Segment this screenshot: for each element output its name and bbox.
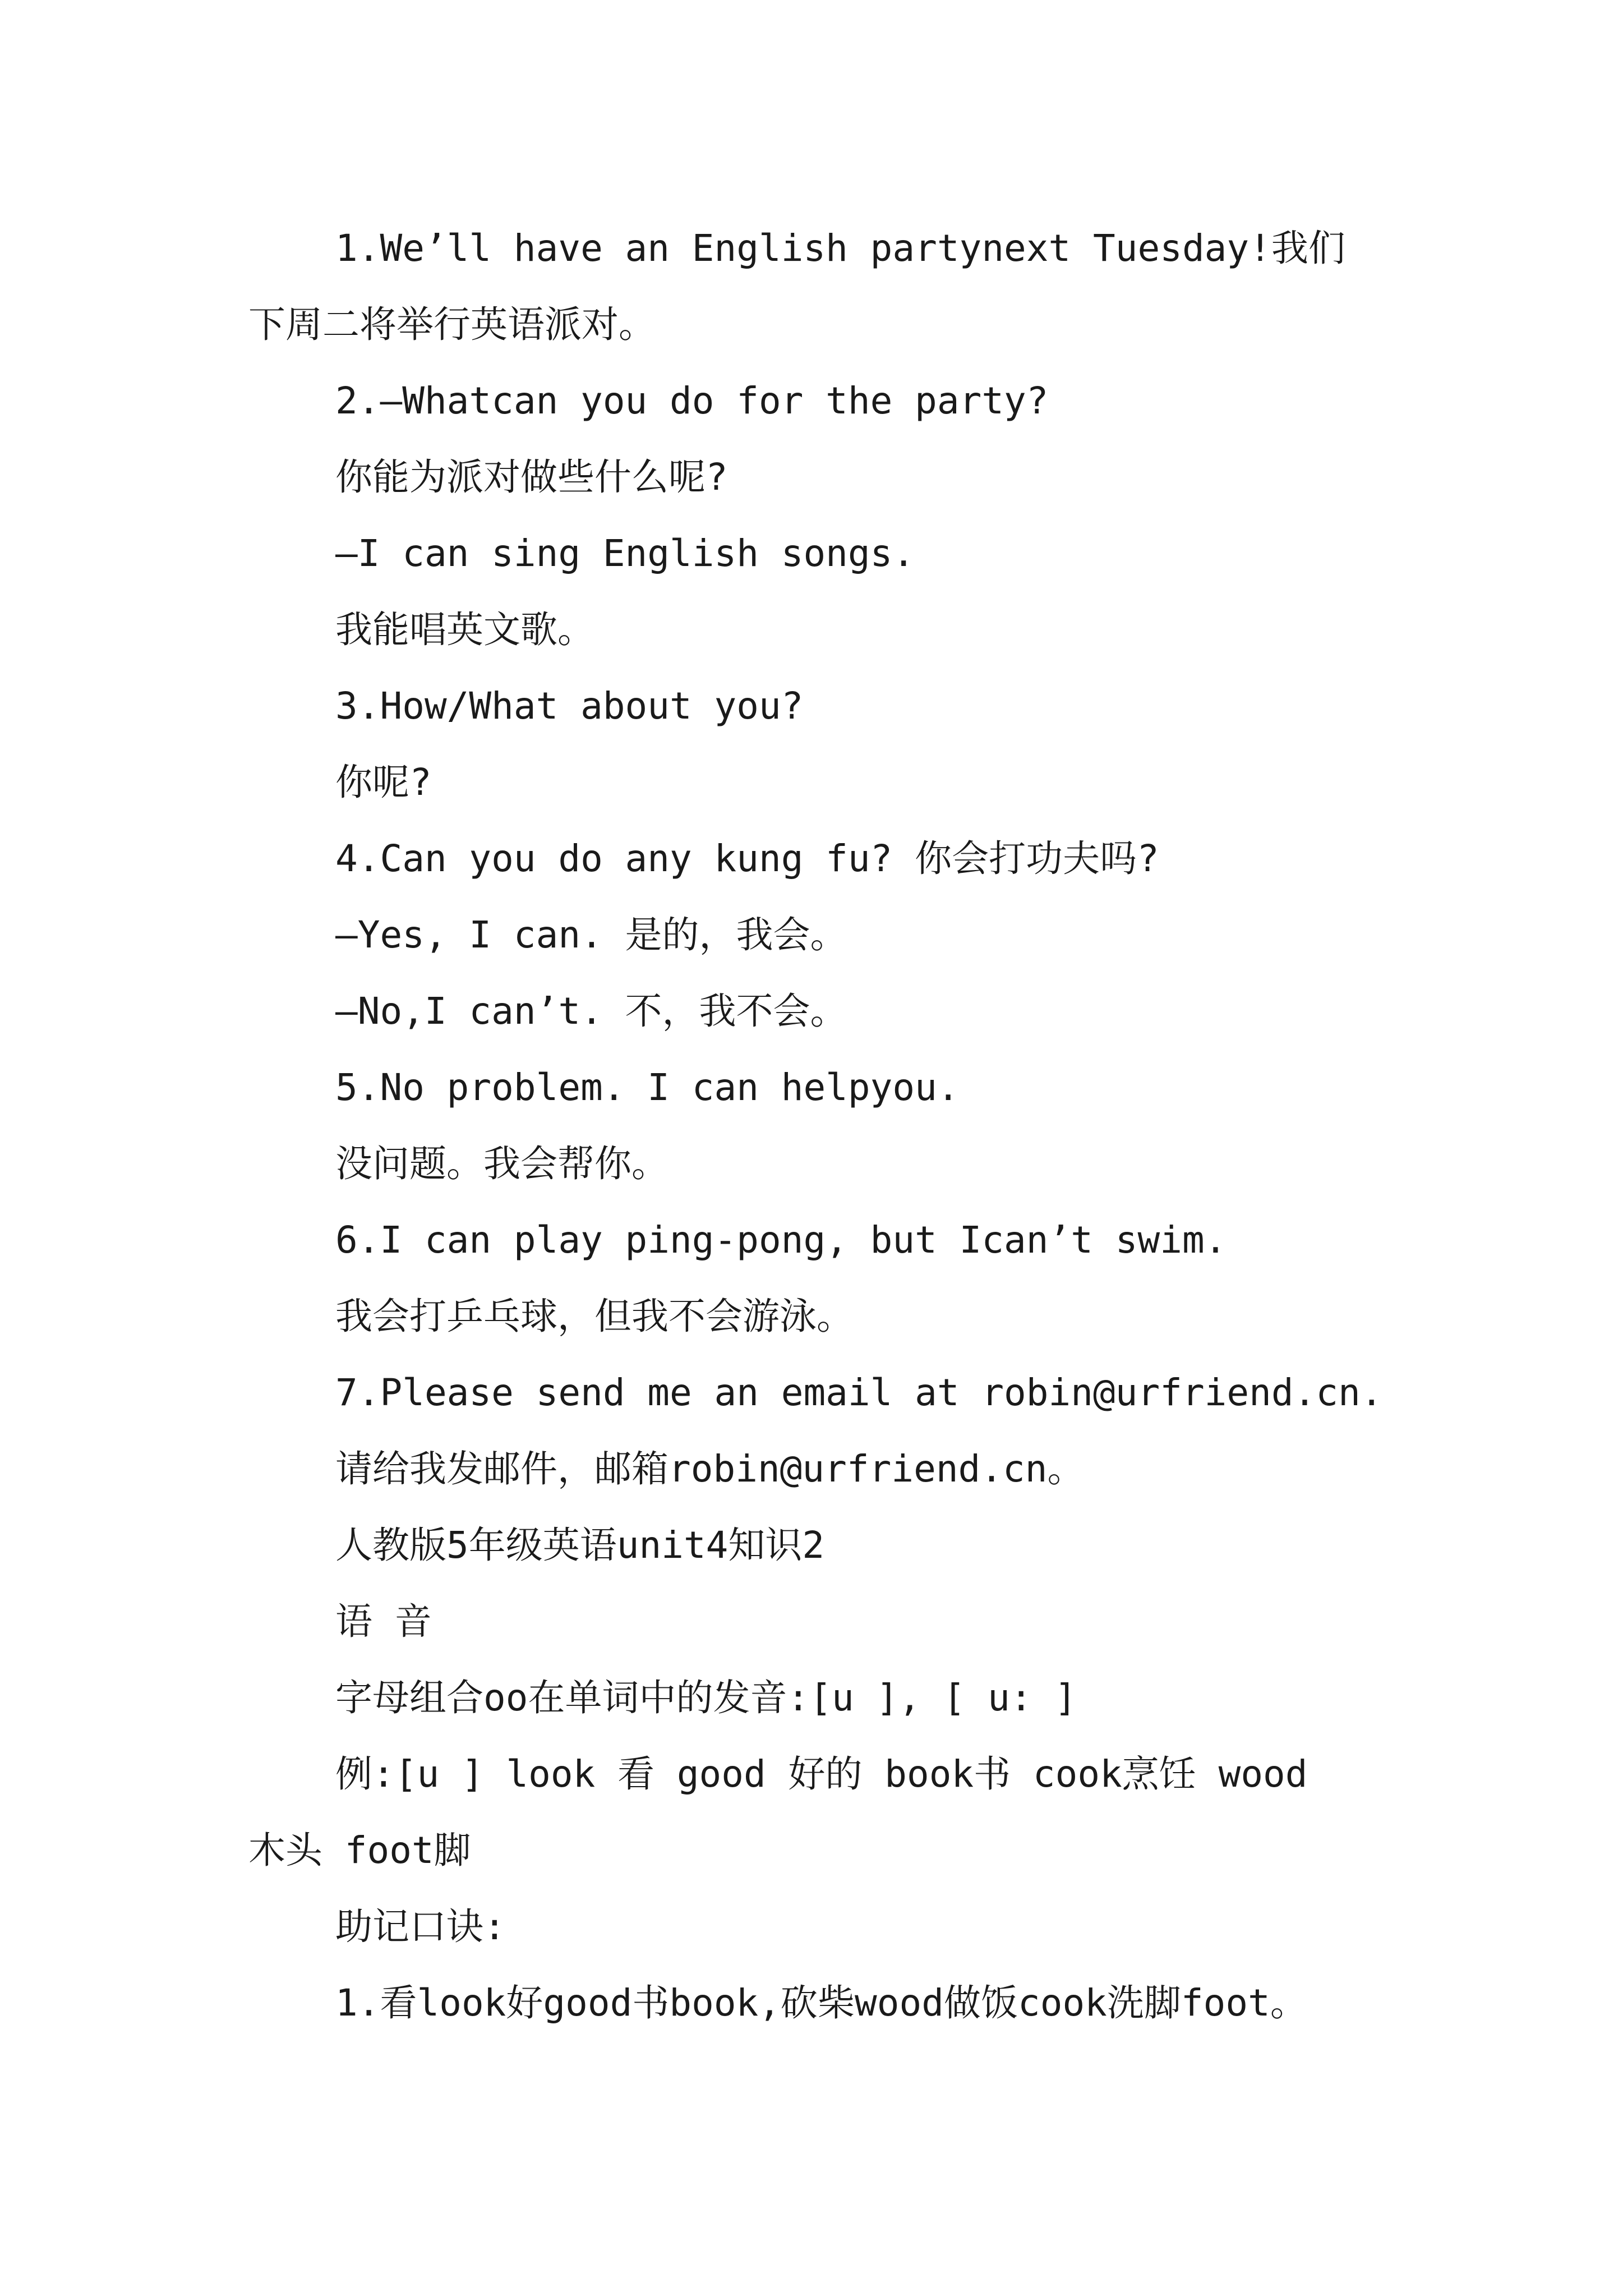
text-line-10: —Yes, I can. 是的，我会。 [335, 913, 847, 956]
text-line-9: 4.Can you do any kung fu? 你会打功夫吗? [335, 837, 1159, 880]
text-line-15: 我会打乒乓球，但我不会游泳。 [335, 1295, 854, 1338]
text-line-17: 请给我发邮件，邮箱robin@urfriend.cn。 [335, 1447, 1085, 1490]
text-line-13: 没问题。我会帮你。 [335, 1142, 668, 1185]
text-line-3: 2.—Whatcan you do for the party? [335, 379, 1049, 422]
text-line-1: 1.We’ll have an English partynext Tuesday!我们 [335, 227, 1345, 270]
text-line-6: 我能唱英文歌。 [335, 608, 594, 651]
text-line-21: 例:[u ] look 看 good 好的 book书 cook烹饪 wood [335, 1752, 1308, 1796]
section-heading: 人教版5年级英语unit4知识2 [335, 1524, 825, 1567]
subsection-heading: 语 音 [335, 1600, 432, 1643]
text-line-22: 木头 foot脚 [248, 1829, 471, 1872]
text-line-4: 你能为派对做些什么呢? [335, 455, 728, 499]
text-line-24: 1.看look好good书book,砍柴wood做饭cook洗脚foot。 [335, 1981, 1307, 2024]
text-line-20: 字母组合oo在单词中的发音:[u ], [ u: ] [335, 1676, 1077, 1719]
text-line-23: 助记口诀: [335, 1905, 506, 1948]
text-line-8: 你呢? [335, 761, 432, 804]
text-line-5: —I can sing English songs. [335, 532, 915, 575]
text-line-2: 下周二将举行英语派对。 [248, 303, 656, 346]
text-line-11: —No,I can’t. 不，我不会。 [335, 990, 847, 1033]
text-line-7: 3.How/What about you? [335, 684, 804, 728]
text-line-12: 5.No problem. I can helpyou. [335, 1066, 960, 1109]
text-line-16: 7.Please send me an email at robin@urfriend.cn. [335, 1371, 1383, 1414]
text-line-14: 6.I can play ping-pong, but Ican’t swim. [335, 1218, 1227, 1262]
document-body [248, 210, 1393, 2041]
